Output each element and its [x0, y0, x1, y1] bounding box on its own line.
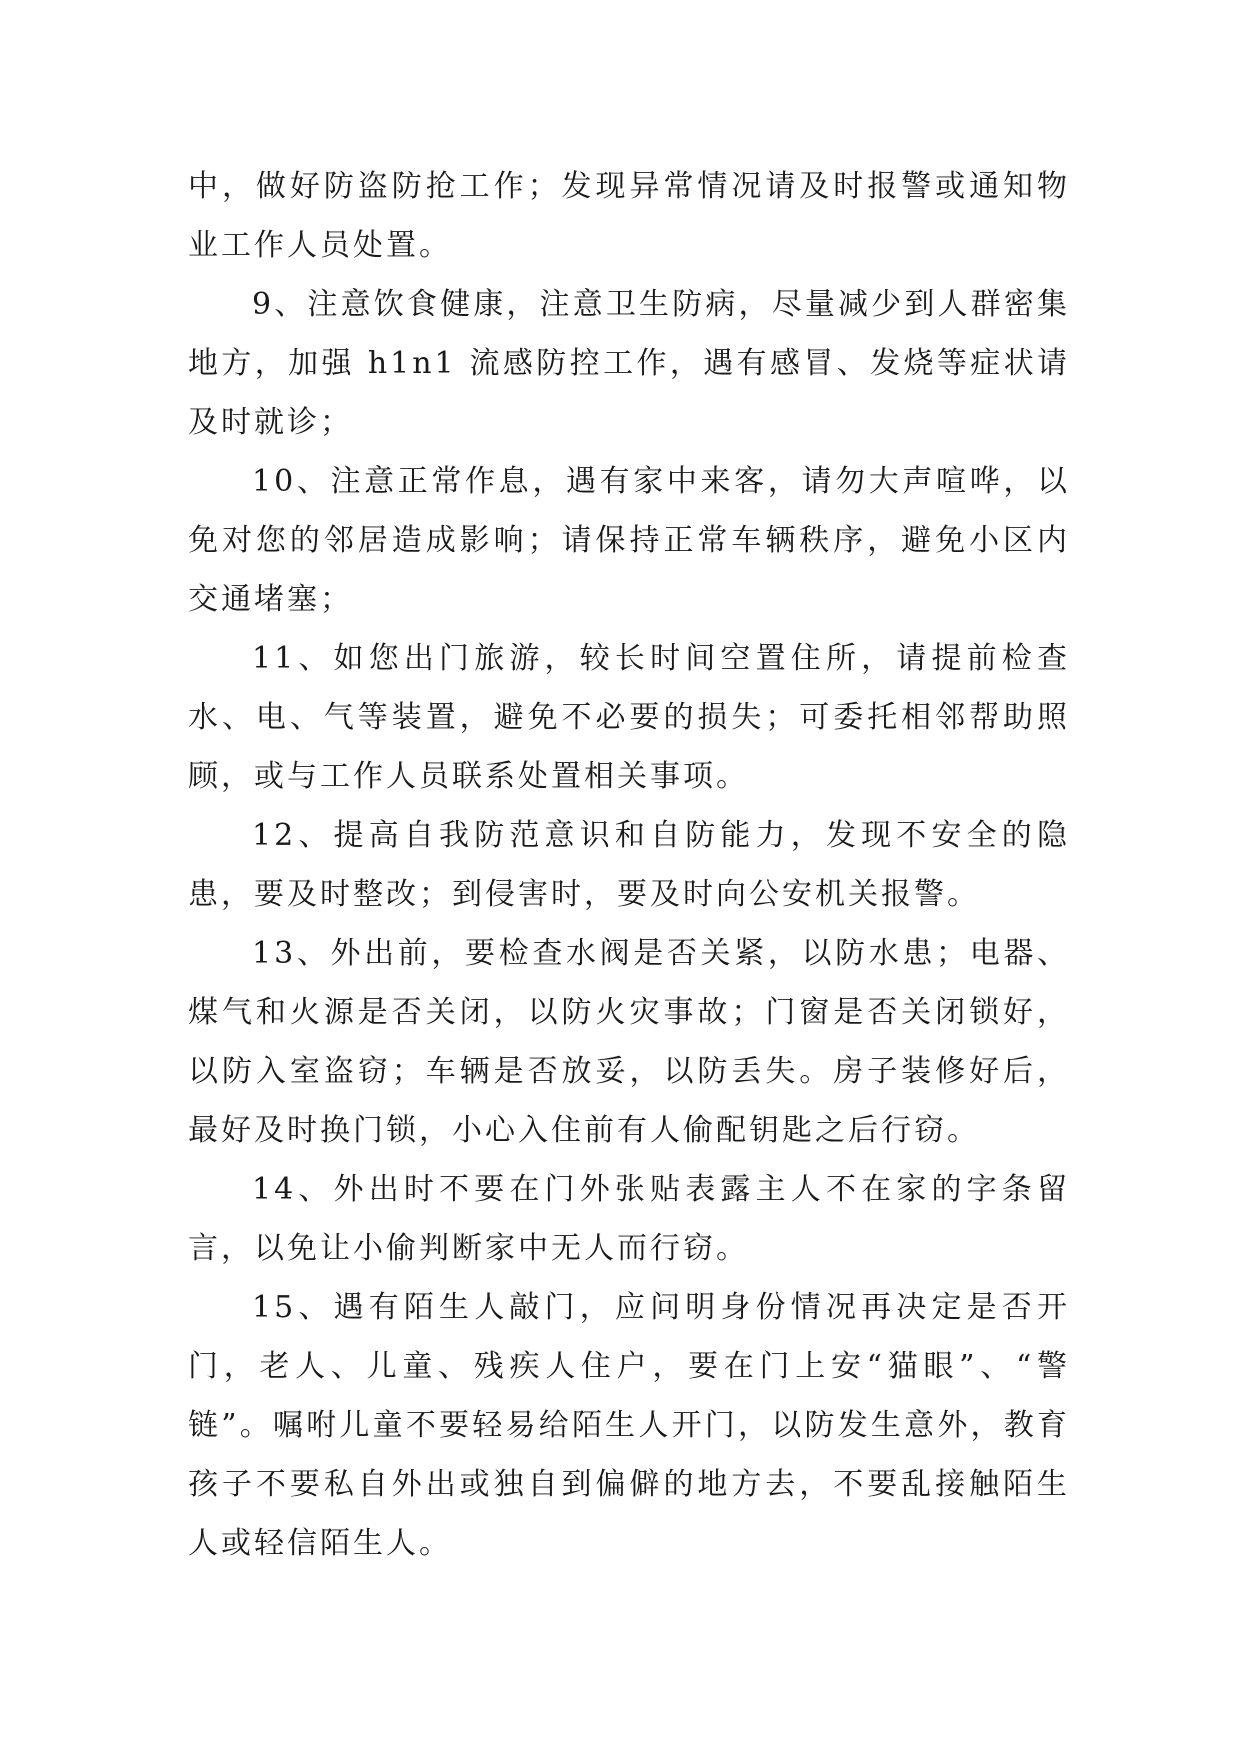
- document-body: [188, 157, 1070, 1573]
- paragraph-item-10: 10、注意正常作息，遇有家中来客，请勿大声喧哗，以免对您的邻居造成影响；请保持正常车辆秩序，避免小区内交通堵塞；: [188, 464, 1070, 617]
- paragraph-item-15: 15、遇有陌生人敲门，应问明身份情况再决定是否开门，老人、儿童、残疾人住户，要在门上安“猫眼”、“警链”。嘱咐儿童不要轻易给陌生人开门，以防发生意外，教育孩子不要私自外出或独自到偏僻的地方去，不要乱接触陌生人或轻信陌生人。: [188, 1290, 1070, 1561]
- paragraph-item-12: 12、提高自我防范意识和自防能力，发现不安全的隐患，要及时整改；到侵害时，要及时向公安机关报警。: [188, 818, 1070, 912]
- paragraph-continuation: 中，做好防盗防抢工作；发现异常情况请及时报警或通知物业工作人员处置。: [188, 169, 1070, 263]
- paragraph-item-11: 11、如您出门旅游，较长时间空置住所，请提前检查水、电、气等装置，避免不必要的损失；可委托相邻帮助照顾，或与工作人员联系处置相关事项。: [188, 641, 1070, 794]
- paragraph-item-9: 9、注意饮食健康，注意卫生防病，尽量减少到人群密集地方，加强 h1n1 流感防控工作，遇有感冒、发烧等症状请及时就诊；: [188, 287, 1070, 440]
- paragraph-item-14: 14、外出时不要在门外张贴表露主人不在家的字条留言，以免让小偷判断家中无人而行窃。: [188, 1172, 1070, 1266]
- paragraph-item-13: 13、外出前，要检查水阀是否关紧，以防水患；电器、煤气和火源是否关闭，以防火灾事故；门窗是否关闭锁好，以防入室盗窃；车辆是否放妥，以防丢失。房子装修好后，最好及时换门锁，小心入住前有人偷配钥匙之后行窃。: [188, 936, 1070, 1148]
